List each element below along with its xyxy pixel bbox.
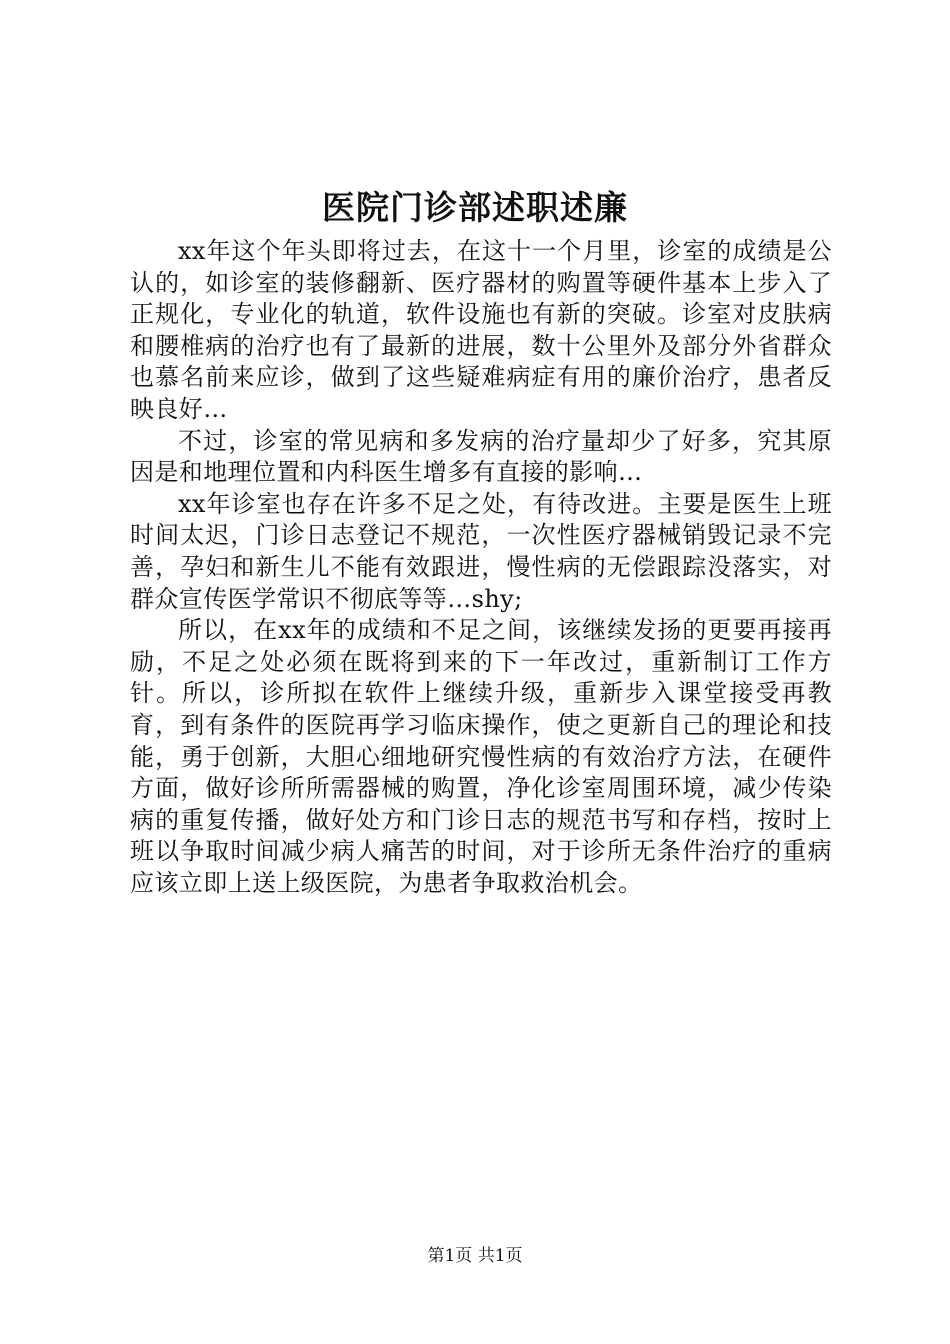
- paragraph-4: 所以，在xx年的成绩和不足之间，该继续发扬的更要再接再励，不足之处必须在既将到来的下一年改过，重新制订工作方针。所以，诊所拟在软件上继续升级，重新步入课堂接受再教育，到有条件的医院再学习临床操作，使之更新自己的理论和技能，勇于创新，大胆心细地研究慢性病的有效治疗方法，在硬件方面，做好诊所所需器械的购置，净化诊室周围环境，减少传染病的重复传播，做好处方和门诊日志的规范书写和存档，按时上班以争取时间减少病人痛苦的时间，对于诊所无条件治疗的重病应该立即上送上级医院，为患者争取救治机会。: [130, 616, 832, 897]
- page-footer: 第1页 共1页: [427, 1246, 523, 1266]
- document-body: [130, 236, 832, 899]
- paragraph-2: 不过，诊室的常见病和多发病的治疗量却少了好多，究其原因是和地理位置和内科医生增多有直接的影响…: [130, 426, 832, 487]
- paragraph-1: xx年这个年头即将过去，在这十一个月里，诊室的成绩是公认的，如诊室的装修翻新、医疗器材的购置等硬件基本上步入了正规化，专业化的轨道，软件设施也有新的突破。诊室对皮肤病和腰椎病的治疗也有了最新的进展，数十公里外及部分外省群众也慕名前来应诊，做到了这些疑难病症有用的廉价治疗，患者反映良好…: [130, 237, 832, 423]
- paragraph-3: xx年诊室也存在许多不足之处，有待改进。主要是医生上班时间太迟，门诊日志登记不规范，一次性医疗器械销毁记录不完善，孕妇和新生儿不能有效跟进，慢性病的无偿跟踪没落实，对群众宣传医学常识不彻底等等…shy;: [130, 489, 832, 613]
- document-title: 医院门诊部述职述廉: [322, 188, 628, 227]
